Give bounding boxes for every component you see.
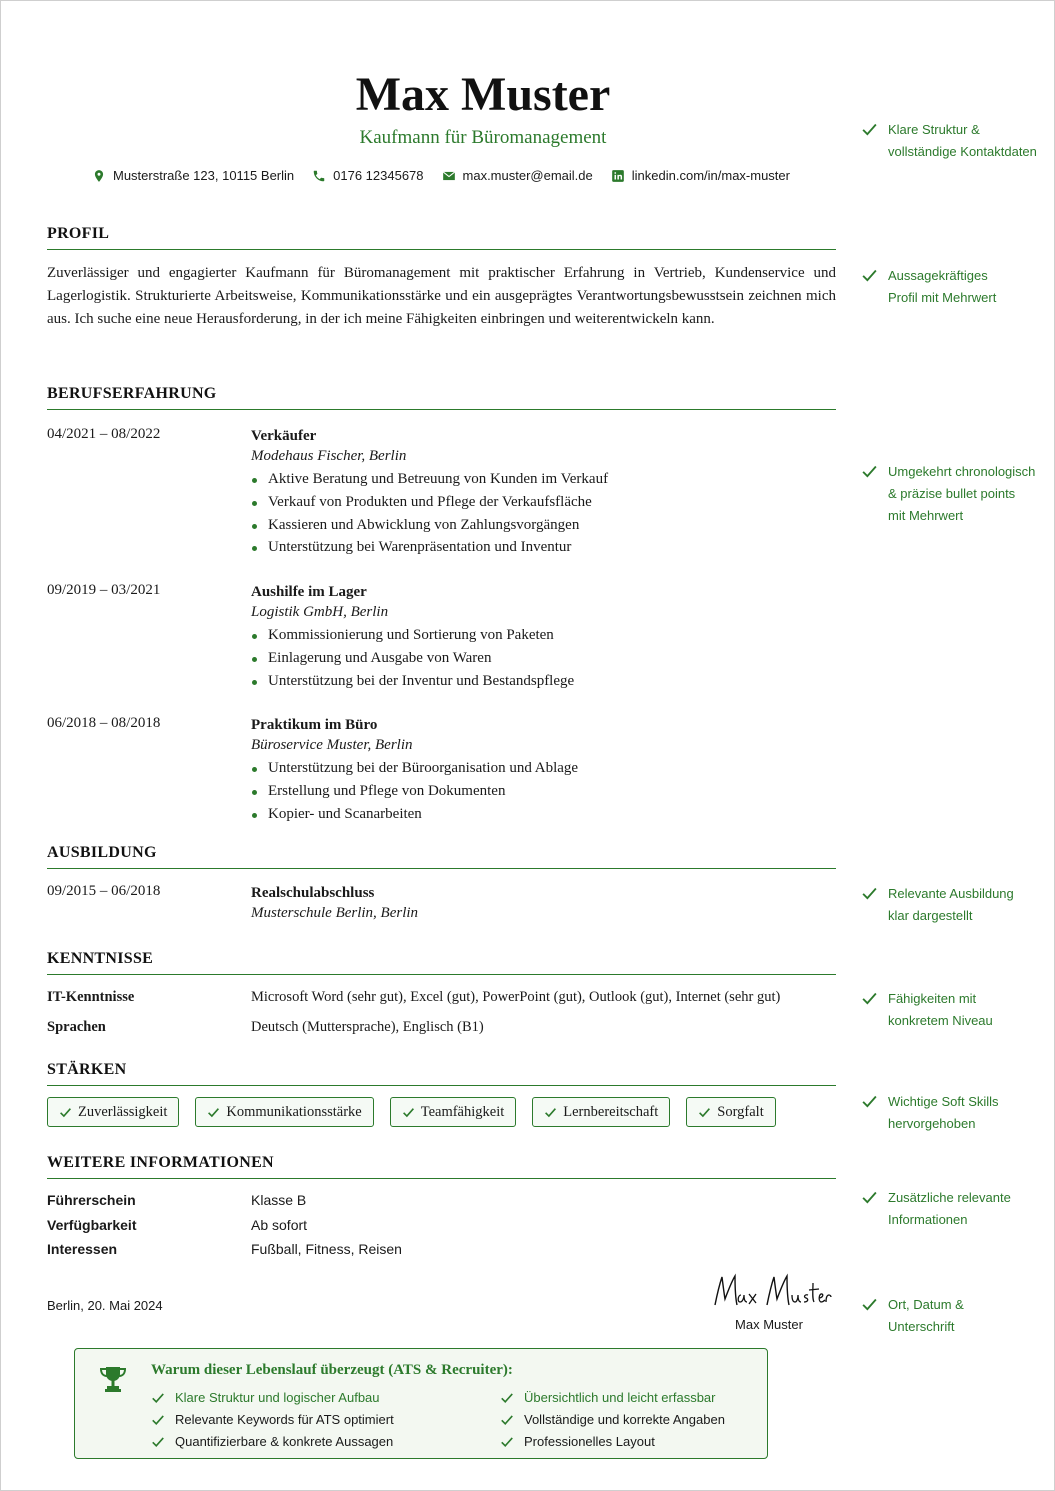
check-icon <box>861 121 878 138</box>
phone-icon <box>312 169 326 183</box>
job-bullet: Verkauf von Produkten und Pflege der Verkaufsfläche <box>251 491 836 514</box>
info-label: Führerschein <box>47 1192 136 1208</box>
job-bullets <box>251 757 836 825</box>
strength-tag <box>532 1097 670 1127</box>
contact-email-text: max.muster@email.de <box>462 168 593 183</box>
strengths-tags <box>47 1097 776 1127</box>
ats-item <box>151 1409 394 1431</box>
place-date: Berlin, 20. Mai 2024 <box>47 1298 163 1313</box>
skill-label: IT-Kenntnisse <box>47 989 135 1005</box>
contact-address <box>92 168 294 183</box>
check-icon <box>861 1189 878 1206</box>
check-icon <box>861 1296 878 1313</box>
job-bullets <box>251 468 836 559</box>
check-icon <box>151 1435 165 1449</box>
check-icon <box>500 1391 514 1405</box>
ats-item-text: Klare Struktur und logischer Aufbau <box>175 1390 380 1405</box>
job-bullet: Kopier- und Scanarbeiten <box>251 803 836 826</box>
annotation-note <box>861 461 1046 527</box>
ats-item <box>500 1409 725 1431</box>
contact-email[interactable] <box>442 168 593 183</box>
skill-value: Deutsch (Muttersprache), Englisch (B1) <box>251 1019 484 1035</box>
contact-phone[interactable] <box>312 168 423 183</box>
check-icon <box>402 1106 415 1119</box>
annotation-note <box>861 1091 1046 1135</box>
contact-linkedin-text: linkedin.com/in/max-muster <box>631 168 790 183</box>
education-school: Musterschule Berlin, Berlin <box>251 905 419 921</box>
info-value: Ab sofort <box>251 1217 308 1233</box>
check-icon <box>698 1106 711 1119</box>
annotation-text: & präzise bullet points <box>888 486 1016 501</box>
info-label: Interessen <box>47 1241 118 1257</box>
annotation-text: Klare Struktur & <box>888 122 980 137</box>
annotation-text: Unterschrift <box>888 1319 955 1334</box>
job-company: Modehaus Fischer, Berlin <box>251 448 407 464</box>
strength-tag <box>390 1097 517 1127</box>
candidate-name: Max Muster <box>355 68 611 121</box>
ats-item <box>500 1387 725 1409</box>
check-icon <box>861 885 878 902</box>
contact-address-text: Musterstraße 123, 10115 Berlin <box>113 168 295 183</box>
mail-icon <box>442 169 456 183</box>
job-date: 04/2021 – 08/2022 <box>47 426 161 442</box>
ats-list-left <box>151 1387 394 1453</box>
contact-linkedin[interactable] <box>611 168 790 183</box>
check-icon <box>861 990 878 1007</box>
ats-item-text: Professionelles Layout <box>524 1434 655 1449</box>
ats-item-text: Relevante Keywords für ATS optimiert <box>175 1412 394 1427</box>
annotation-text: Zusätzliche relevante <box>888 1190 1011 1205</box>
annotation-note <box>861 1187 1046 1231</box>
strength-tag <box>47 1097 179 1127</box>
job-company: Logistik GmbH, Berlin <box>251 604 389 620</box>
info-label: Verfügbarkeit <box>47 1217 137 1233</box>
strength-label: Lernbereitschaft <box>563 1103 659 1120</box>
job-bullet: Unterstützung bei der Inventur und Bestandspflege <box>251 670 836 693</box>
annotation-note <box>861 883 1046 927</box>
ats-item-text: Quantifizierbare & konkrete Aussagen <box>175 1434 394 1449</box>
annotation-text: hervorgehoben <box>888 1116 976 1131</box>
linkedin-icon <box>611 169 625 183</box>
ats-item <box>500 1431 725 1453</box>
info-value: Fußball, Fitness, Reisen <box>251 1241 402 1257</box>
check-icon <box>151 1391 165 1405</box>
handwritten-signature <box>711 1271 833 1311</box>
job-company: Büroservice Muster, Berlin <box>251 737 413 753</box>
section-title-strengths: STÄRKEN <box>47 1061 836 1086</box>
annotation-text: klar dargestellt <box>888 908 973 923</box>
skill-label: Sprachen <box>47 1019 106 1035</box>
annotation-text: Fähigkeiten mit <box>888 991 977 1006</box>
job-bullet: Kommissionierung und Sortierung von Paketen <box>251 624 836 647</box>
job-bullet: Aktive Beratung und Betreuung von Kunden im Verkauf <box>251 468 836 491</box>
job-title: Verkäufer <box>251 428 317 444</box>
annotation-note <box>861 988 1046 1032</box>
strength-label: Kommunikationsstärke <box>226 1103 362 1120</box>
ats-list-right <box>500 1387 725 1453</box>
ats-item <box>151 1431 394 1453</box>
annotation-note <box>861 1294 1046 1338</box>
ats-item-text: Vollständige und korrekte Angaben <box>524 1412 725 1427</box>
check-icon <box>59 1106 72 1119</box>
skill-value: Microsoft Word (sehr gut), Excel (gut), PowerPoint (gut), Outlook (gut), Internet (sehr gut) <box>251 989 781 1005</box>
job-title: Praktikum im Büro <box>251 717 378 733</box>
strength-label: Zuverlässigkeit <box>78 1103 168 1120</box>
job-bullet: Erstellung und Pflege von Dokumenten <box>251 780 836 803</box>
annotation-text: Wichtige Soft Skills <box>888 1094 999 1109</box>
annotation-text: Umgekehrt chronologisch <box>888 464 1036 479</box>
candidate-role: Kaufmann für Büromanagement <box>359 127 607 148</box>
annotation-text: Ort, Datum & <box>888 1297 964 1312</box>
strength-tag <box>195 1097 373 1127</box>
check-icon <box>544 1106 557 1119</box>
check-icon <box>207 1106 220 1119</box>
annotation-text: vollständige Kontaktdaten <box>888 144 1037 159</box>
annotation-text: Relevante Ausbildung <box>888 886 1014 901</box>
job-bullet: Unterstützung bei der Büroorganisation und Ablage <box>251 757 836 780</box>
annotation-text: Informationen <box>888 1212 968 1227</box>
job-date: 06/2018 – 08/2018 <box>47 715 161 731</box>
location-pin-icon <box>92 169 106 183</box>
check-icon <box>861 1093 878 1110</box>
education-title: Realschulabschluss <box>251 885 375 901</box>
section-title-profile: PROFIL <box>47 225 836 250</box>
contact-phone-text: 0176 12345678 <box>333 168 424 183</box>
job-bullets <box>251 624 836 692</box>
strength-tag <box>686 1097 775 1127</box>
check-icon <box>861 267 878 284</box>
job-title: Aushilfe im Lager <box>251 584 367 600</box>
contact-bar <box>47 168 835 183</box>
trophy-icon <box>97 1363 129 1395</box>
check-icon <box>861 463 878 480</box>
signature-name: Max Muster <box>735 1317 803 1332</box>
ats-item <box>151 1387 394 1409</box>
strength-label: Sorgfalt <box>717 1103 764 1120</box>
section-title-skills: KENNTNISSE <box>47 950 836 975</box>
education-date: 09/2015 – 06/2018 <box>47 883 161 899</box>
job-bullet: Einlagerung und Ausgabe von Waren <box>251 647 836 670</box>
strength-label: Teamfähigkeit <box>420 1103 505 1120</box>
job-date: 09/2019 – 03/2021 <box>47 582 161 598</box>
profile-text: Zuverlässiger und engagierter Kaufmann für Büromanagement mit praktischer Erfahrung in Vertrieb, Kundenservice und Lagerlogistik. Strukturierte Arbeitsweise, Kommunikationsstärke und ein ausgeprägtes Verantwortungsbewusstsein zeichnen mich aus. Ich suche eine neue Herausforderung, in der ich meine Fähigkeiten einbringen und weiterentwickeln kann. <box>47 265 836 327</box>
job-bullet: Unterstützung bei Warenpräsentation und Inventur <box>251 536 836 559</box>
ats-title: Warum dieser Lebenslauf überzeugt (ATS & Recruiter): <box>151 1362 513 1378</box>
check-icon <box>500 1413 514 1427</box>
check-icon <box>500 1435 514 1449</box>
annotation-text: konkretem Niveau <box>888 1013 993 1028</box>
ats-summary-box <box>74 1348 768 1459</box>
annotation-text: mit Mehrwert <box>888 508 964 523</box>
job-bullet: Kassieren und Abwicklung von Zahlungsvorgängen <box>251 514 836 537</box>
check-icon <box>151 1413 165 1427</box>
section-title-more-info: WEITERE INFORMATIONEN <box>47 1154 836 1179</box>
annotation-text: Aussagekräftiges <box>888 268 988 283</box>
info-value: Klasse B <box>251 1192 307 1208</box>
annotation-note <box>861 265 1046 309</box>
annotation-note <box>861 119 1046 163</box>
section-title-experience: BERUFSERFAHRUNG <box>47 385 836 410</box>
ats-item-text: Übersichtlich und leicht erfassbar <box>524 1390 716 1405</box>
annotation-text: Profil mit Mehrwert <box>888 290 997 305</box>
section-title-education: AUSBILDUNG <box>47 844 836 869</box>
